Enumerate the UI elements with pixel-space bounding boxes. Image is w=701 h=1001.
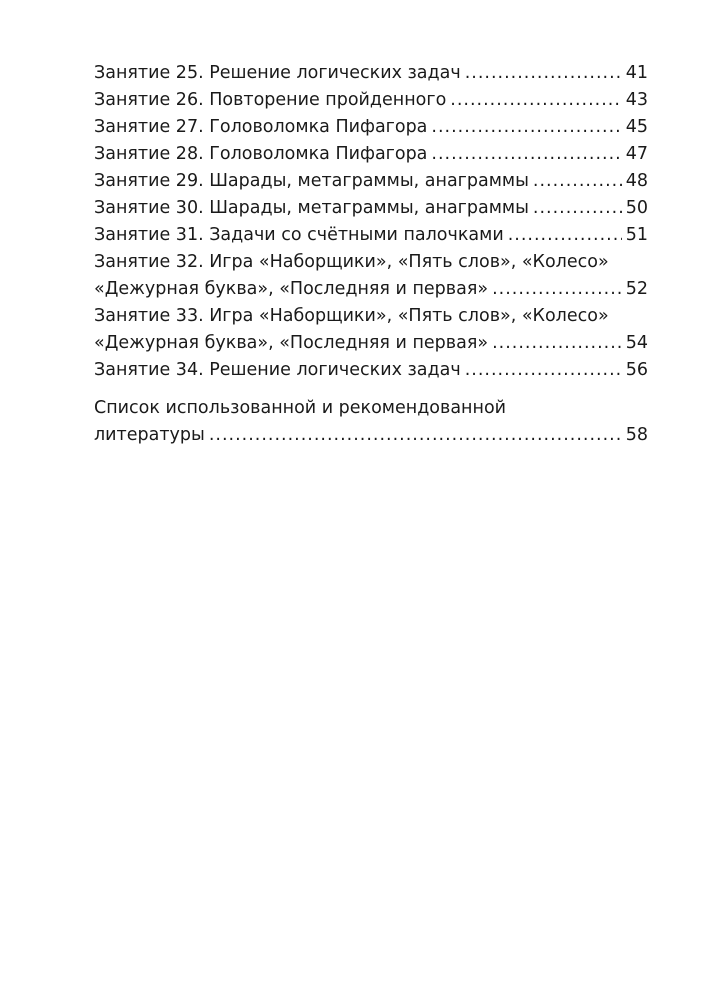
dot-leader	[508, 222, 622, 249]
toc-entry-25[interactable]	[94, 60, 648, 87]
toc-entry-title-continued: «Дежурная буква», «Последняя и первая»	[94, 279, 489, 299]
toc-line	[94, 195, 648, 222]
toc-entry-title: Занятие 33. Игра «Наборщики», «Пять слов», «Колесо»	[94, 306, 609, 326]
dot-leader	[450, 87, 621, 114]
toc-line	[94, 422, 648, 449]
toc-line	[94, 87, 648, 114]
toc-page-number: 45	[625, 117, 648, 137]
toc-entry-34[interactable]	[94, 357, 648, 384]
dot-leader	[492, 330, 622, 357]
toc-page-number: 48	[625, 171, 648, 191]
toc-entry-title: Занятие 32. Игра «Наборщики», «Пять слов», «Колесо»	[94, 252, 609, 272]
toc-page-number: 43	[625, 90, 648, 110]
toc-entry-28[interactable]	[94, 141, 648, 168]
dot-leader	[431, 141, 621, 168]
dot-leader	[533, 168, 622, 195]
toc-page-number: 54	[625, 333, 648, 353]
toc-page-number: 56	[625, 360, 648, 380]
toc-page-number: 58	[625, 425, 648, 445]
toc-line	[94, 395, 648, 422]
toc-entry-31[interactable]	[94, 222, 648, 249]
toc-entry-title: Занятие 25. Решение логических задач	[94, 63, 461, 83]
toc-entry-title-continued: «Дежурная буква», «Последняя и первая»	[94, 333, 489, 353]
toc-line	[94, 276, 648, 303]
toc-entry-33[interactable]	[94, 303, 648, 357]
dot-leader	[465, 357, 622, 384]
toc-entry-title: Занятие 31. Задачи со счётными палочками	[94, 225, 504, 245]
toc-entry-26[interactable]	[94, 87, 648, 114]
toc-line	[94, 60, 648, 87]
toc-entry-title: Список использованной и рекомендованной	[94, 398, 507, 418]
toc-line	[94, 141, 648, 168]
toc-page-number: 47	[625, 144, 648, 164]
toc-entry-title: Занятие 29. Шарады, метаграммы, анаграммы	[94, 171, 529, 191]
toc-entry-27[interactable]	[94, 114, 648, 141]
table-of-contents	[94, 60, 648, 449]
toc-entry-title: Занятие 28. Головоломка Пифагора	[94, 144, 428, 164]
toc-entry-title-continued: литературы	[94, 425, 205, 445]
toc-entry-29[interactable]	[94, 168, 648, 195]
toc-entry-bibliography[interactable]	[94, 395, 648, 449]
dot-leader	[431, 114, 621, 141]
dot-leader	[465, 60, 622, 87]
toc-line	[94, 222, 648, 249]
toc-line	[94, 303, 648, 330]
toc-line	[94, 114, 648, 141]
toc-line	[94, 249, 648, 276]
dot-leader	[533, 195, 622, 222]
toc-line	[94, 168, 648, 195]
toc-entry-title: Занятие 26. Повторение пройденного	[94, 90, 447, 110]
toc-page-number: 52	[625, 279, 648, 299]
toc-page-number: 41	[625, 63, 648, 83]
toc-page-number: 50	[625, 198, 648, 218]
toc-entry-32[interactable]	[94, 249, 648, 303]
dot-leader	[492, 276, 622, 303]
toc-entry-title: Занятие 27. Головоломка Пифагора	[94, 117, 428, 137]
toc-page-number: 51	[625, 225, 648, 245]
toc-line	[94, 357, 648, 384]
toc-entry-30[interactable]	[94, 195, 648, 222]
toc-entry-title: Занятие 34. Решение логических задач	[94, 360, 461, 380]
toc-entry-title: Занятие 30. Шарады, метаграммы, анаграммы	[94, 198, 529, 218]
toc-line	[94, 330, 648, 357]
dot-leader	[209, 422, 622, 449]
